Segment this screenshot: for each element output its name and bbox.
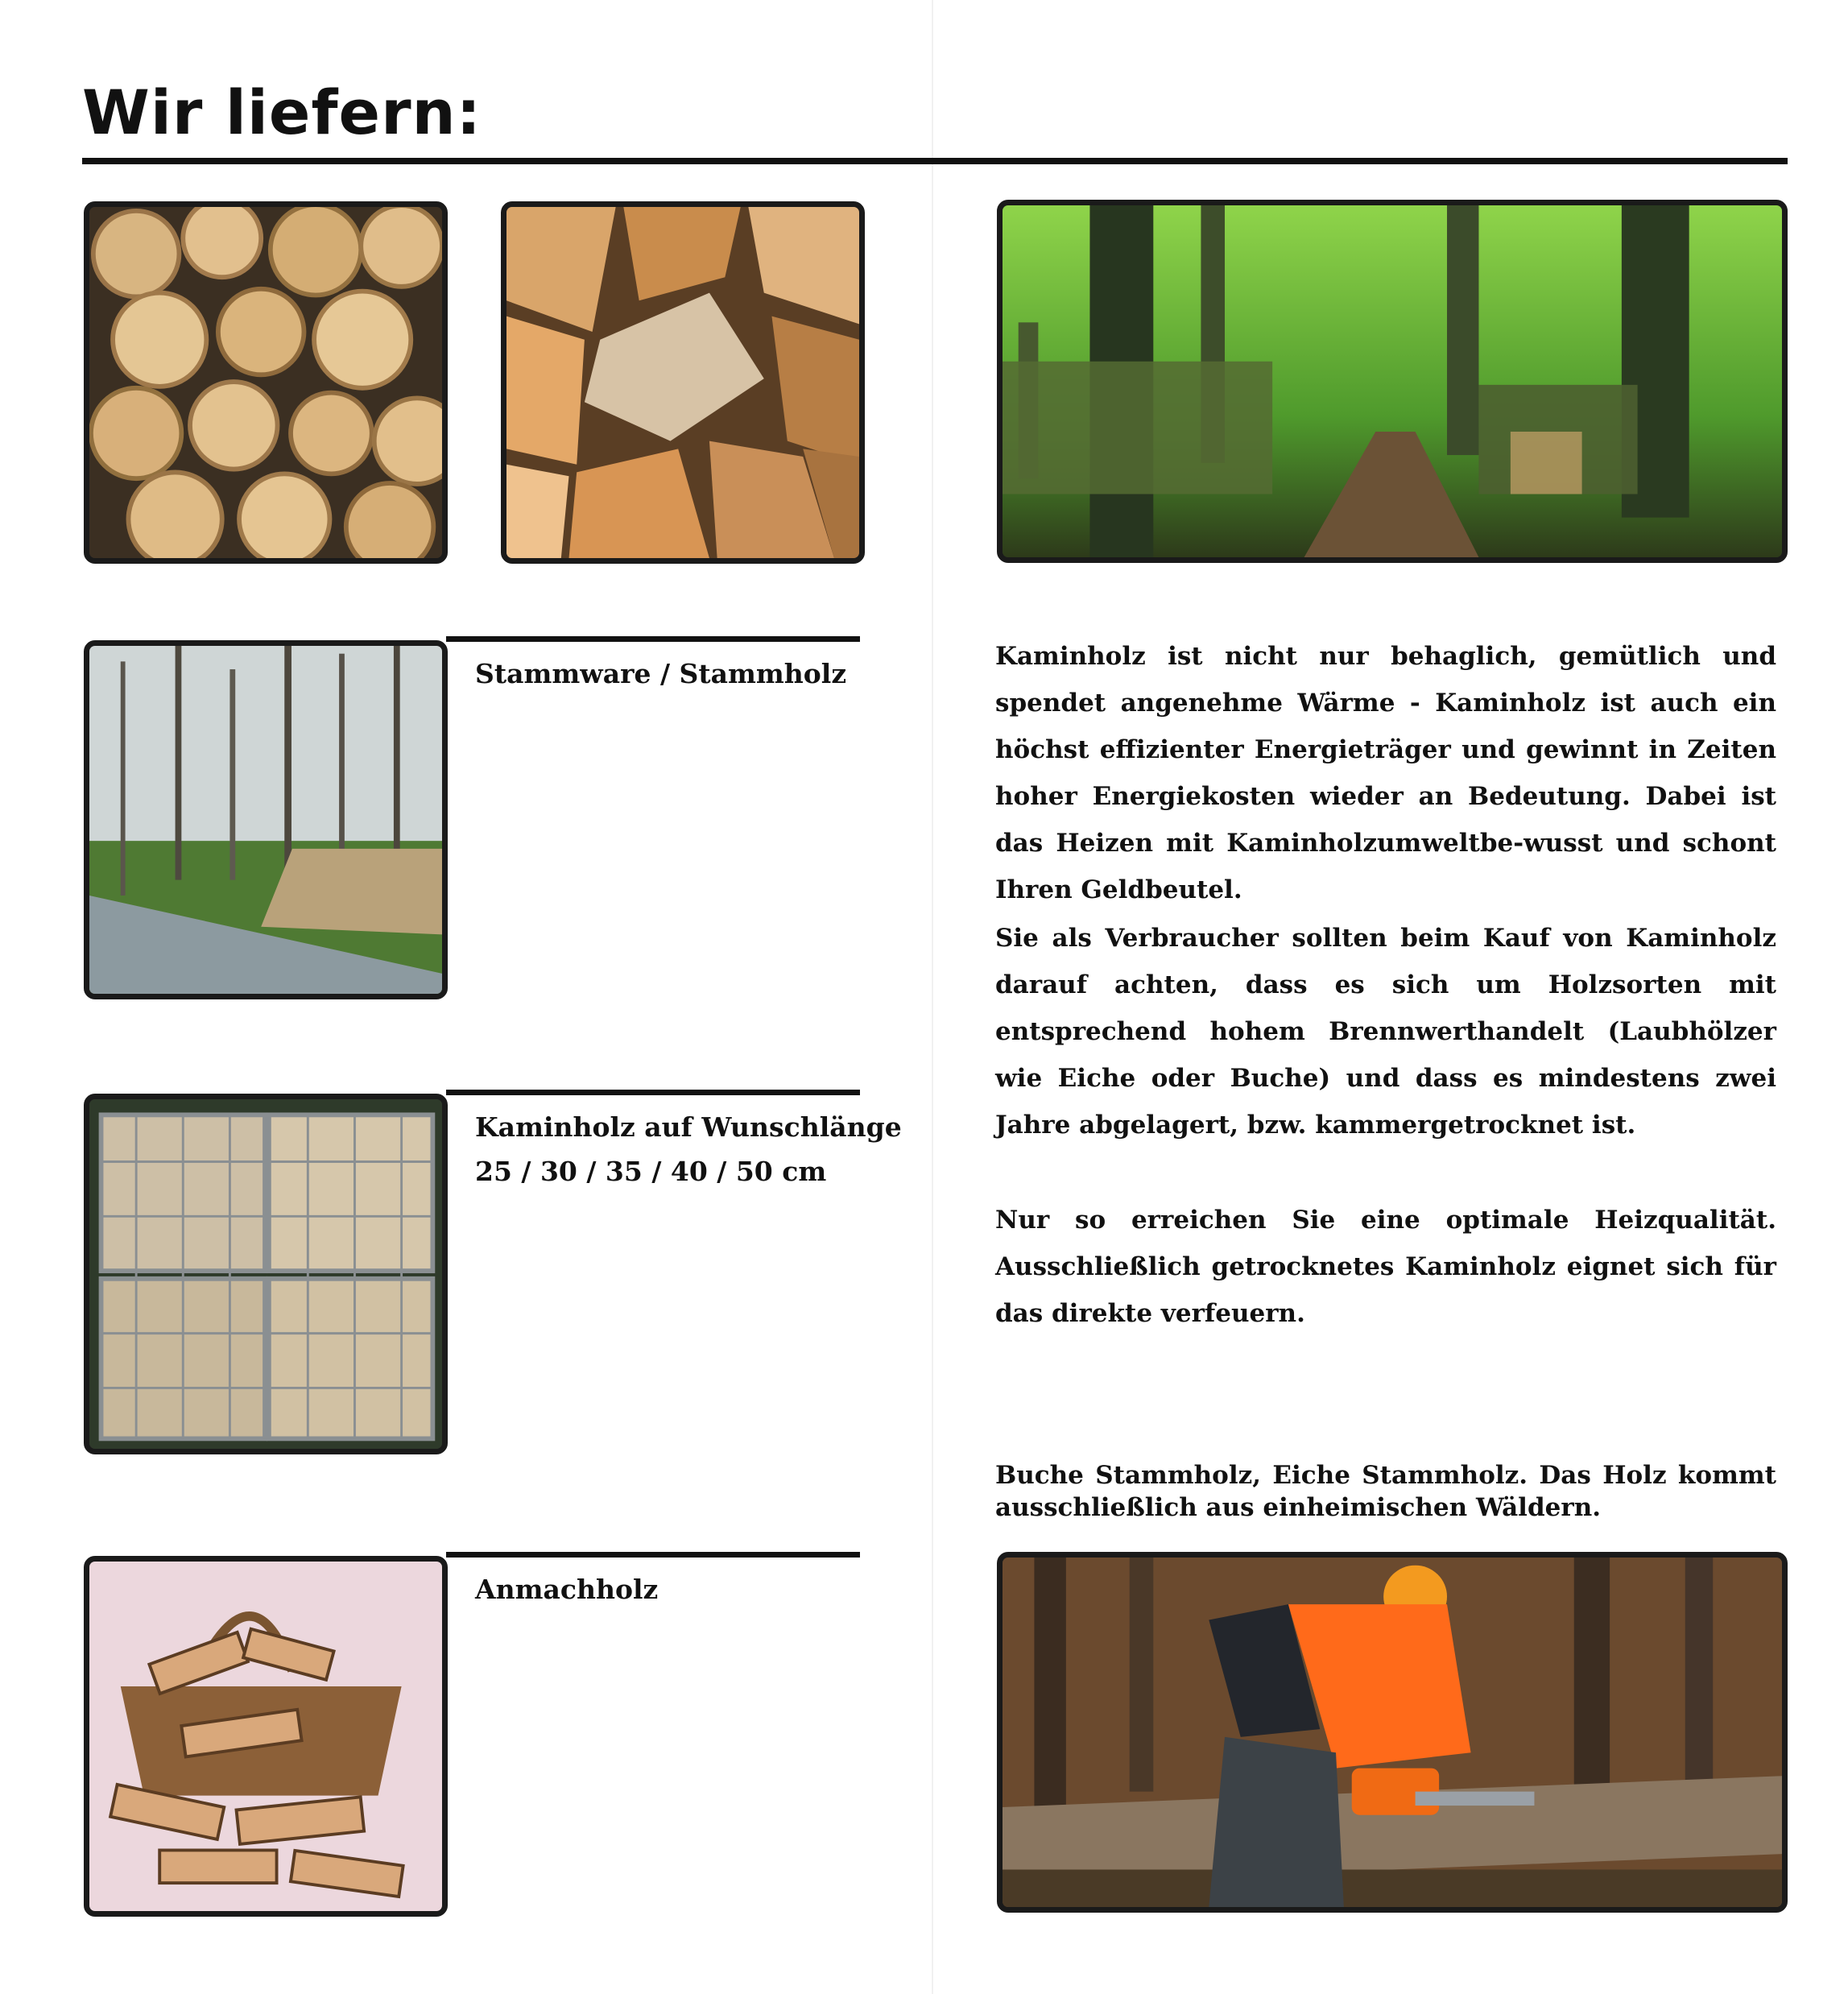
photo-chainsaw-worker <box>997 1552 1788 1913</box>
photo-split-wood <box>501 201 865 564</box>
label-anmachholz: Anmachholz <box>475 1574 659 1605</box>
page-fold <box>932 0 933 1994</box>
title-rule <box>82 158 1788 164</box>
label-kaminholz: Kaminholz auf Wunschlänge <box>475 1111 902 1143</box>
paragraph-origin: Buche Stammholz, Eiche Stammholz. Das Holz kommt ausschließlich aus einheimischen Wäldern. <box>995 1461 1776 1522</box>
paragraph-intro: Kaminholz ist nicht nur behaglich, gemütlich und spendet angenehme Wärme - Kaminholz ist auch ein höchst effizienter Energieträger und gewinnt in Zeiten hoher Energiekosten wieder an Bedeutung. Dabei ist das Heizen mit Kaminholzumweltbe-wusst und schont Ihren Geldbeutel. <box>995 642 1776 904</box>
photo-forest-path <box>997 200 1788 563</box>
section-rule-kaminholz <box>446 1090 860 1095</box>
photo-kaminholz-crates <box>84 1094 448 1454</box>
photo-stammholz <box>84 640 448 999</box>
paragraph-buying-advice: Sie als Verbraucher sollten beim Kauf von Kaminholz darauf achten, dass es sich um Holzsorten mit entsprechend hohem Brennwerthandelt (Laubhölzer wie Eiche oder Buche) und dass es mindestens zwei Jahre abgelagert, bzw. kammergetrocknet ist. <box>995 924 1776 1140</box>
photo-anmachholz-basket <box>84 1556 448 1917</box>
paragraph-heating-quality: Nur so erreichen Sie eine optimale Heizqualität. Ausschließlich getrocknetes Kaminholz eignet sich für das direkte verfeuern. <box>995 1206 1776 1328</box>
photo-log-ends <box>84 201 448 564</box>
page-title: Wir liefern: <box>82 77 482 148</box>
section-rule-anmachholz <box>446 1552 860 1558</box>
section-rule-stammholz <box>446 636 860 642</box>
label-stammholz: Stammware / Stammholz <box>475 658 847 689</box>
label-kaminholz-lengths: 25 / 30 / 35 / 40 / 50 cm <box>475 1156 827 1187</box>
